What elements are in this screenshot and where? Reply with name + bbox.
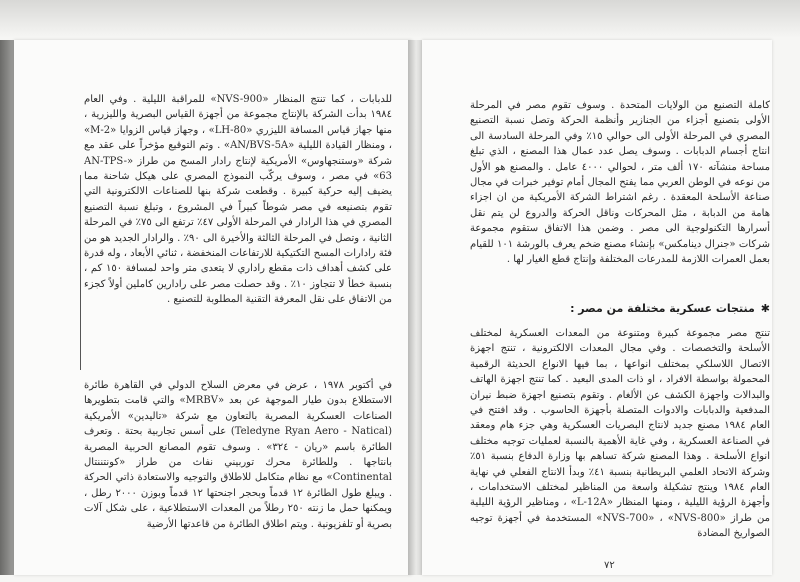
page-number: ٧٢	[604, 560, 615, 571]
left-paragraph-1	[84, 92, 392, 362]
left-paragraph-2	[84, 378, 392, 574]
right-paragraph-2-text: تنتج مصر مجموعة كبيرة ومتنوعة من المعدات العسكرية لمختلف الأسلحة والتخصصات . وفي مجال المعدات الالكترونية ، تنتج اجهزة الاتصال اللاسلكي بمختلف انواعها ، بما فيها الانواع الحديثة الرقمية المحمولة بواسطة الافراد ، او ذات المدى البعيد . كما تنتج اجهزة الهاتف والبدالات واجهزة الكشف عن الألغام . وتقوم بتصنيع اجهزة ضبط نيران المدفعية والدبابات والادوات المتصلة بأجهزة الحاسوب . وقد افتتح في العام ١٩٨٤ مصنع جديد لانتاج البصريات العسكرية وهي جزء هام ومعقد في الصناعة العسكرية ، وفي غاية الأهمية بالنسبة لعمليات توجيه مختلف انواع الأسلحة . وهذا المصنع شركة تساهم بها وزارة الدفاع بنسبة ٥١٪ وشركة الاتحاد العلمي البريطانية بنسبة ٤١٪ وبدأ الانتاج الفعلي في نهاية العام ١٩٨٤ وينتج تشكيلة واسعة من المناظير لمختلف الاستخدامات ، وأجهزة الرؤية الليلية ، ومنها المنظار «L-12A» ، ومناظير الرؤية الليلية من طراز «NVS-700» ، «NVS-800» المستخدمة في أجهزة توجيه الصواريخ المضادة	[470, 328, 770, 540]
bullet-icon: ✱	[760, 302, 770, 315]
top-shadow	[0, 0, 800, 38]
section-heading	[470, 302, 770, 315]
right-paragraph-1	[470, 98, 770, 294]
right-paragraph-2	[470, 326, 770, 564]
right-paragraph-1-text: كاملة التصنيع من الولايات المتحدة . وسوف تقوم مصر في المرحلة الأولى بتصنيع أجزاء من الجنازير وأنظمة الحركة وتصل نسبة التصنيع المصري في المرحلة الأولى الى حوالي ١٥٪ وفي المرحلة السادسة الى انتاج أجسام الدبابات . وسوف يصل عدد عمال هذا المصنع ، الذي تبلغ مساحة منشآته ١٧٠ ألف متر ، لحوالي ٤٠٠٠ عامل . والمصنع هو الأول من نوعه في الوطن العربي مما يفتح المجال أمام توفير خبرات في مجال صناعة الأسلحة المعقدة . رغم اشتراط الشركة الأمريكية من ان اجزاء هامة من الدبابة ، مثل المحركات وناقل الحركة والدروع لن يتم نقل أسرارها التكنولوجية الى مصر . وضمن هذا الاتفاق ستقوم مجموعة شركات «جنرال دينامكس» بإنشاء مصنع ضخم يعرف بالورشة ١٠١ للقيام بعمل العمرات اللازمة للمدرعات المختلفة وإنتاج قطع الغيار لها .	[470, 100, 770, 266]
margin-marker-line	[80, 175, 81, 370]
left-paragraph-1-text: للدبابات ، كما تنتج المنظار «NVS-900» للمراقبة الليلية . وفي العام ١٩٨٤ بدأت الشركة بالإنتاج مجموعة من أجهزة القياس البصرية والليزرية ، منها جهاز قياس المسافة الليزري «LH-80» ، وجهاز قياس الزوايا «M-2» ، ومنظار القيادة الليلية «AN/BVS-5A» . وتم التوقيع مؤخراً على عقد مع شركة «وستنجهاوس» الأمريكية لإنتاج رادار المسح من طراز «AN-TPS-63» في مصر ، وسوف يركّب النموذج المصري على هيكل شاحنة مما يضيف إليه حركية كبيرة . وقطعت شركة بنها للصناعات الالكترونية التي تقوم بتصنيعه في مصر شوطاً كبيراً في المشروع ، وتبلغ نسبة التصنيع المصري في هذا الرادار في المرحلة الأولى ٤٧٪ ترتفع الى ٧٥٪ في المرحلة الثانية ، وتصل في المرحلة الثالثة والأخيرة الى ٩٠٪ . والرادار الجديد هو من فئة رادارات المسح التكتيكية للارتفاعات المنخفضة ، ثنائي الأبعاد ، وله قدرة على كشف أهداف ذات مقطع راداري لا يتعدى متر واحد لمسافة ١٥٠ كم ، بنسبة خطأ لا تتجاوز ١٠٪ . وقد حصلت مصر على رادارين كاملين أولاً كجزء من الاتفاق على نقل المعرفة التقنية المطلوبة للتصنيع .	[84, 94, 392, 306]
section-heading-text: منتجات عسكرية مختلفة من مصر :	[570, 302, 755, 315]
left-paragraph-2-text: في أكتوبر ١٩٧٨ ، عرض في معرض السلاح الدولي في القاهرة طائرة الاستطلاع بدون طيار الموجهة عن بعد «MRBV» والتي قامت بتطويرها الصناعات العسكرية المصرية بالتعاون مع شركة «تاليدين» الأمريكية (Teledyne Ryan Aero - Natical) على أسس تجاربية بحتة . وتعرف الطائرة باسم «ريان - ٣٢٤» . وسوف تقوم المصانع الحربية المصرية بانتاجها . وللطائرة محرك توربيني نفاث من طراز «كونتننتال Continental» مع نظام متكامل للاطلاق والتوجيه والاستعادة ذاتي الحركة . ويبلغ طول الطائرة ١٢ قدماً وبحجر اجنحتها ١٢ قدماً وبوزن ٢٠٠٠ رطل ، ويمكنها حمل ما زنته ٢٥٠ رطلاً من المعدات الاستطلاعية ، على شكل آلات بصرية أو تلفزيونية . ويتم اطلاق الطائرة من قاعدتها الأرضية	[84, 380, 392, 530]
